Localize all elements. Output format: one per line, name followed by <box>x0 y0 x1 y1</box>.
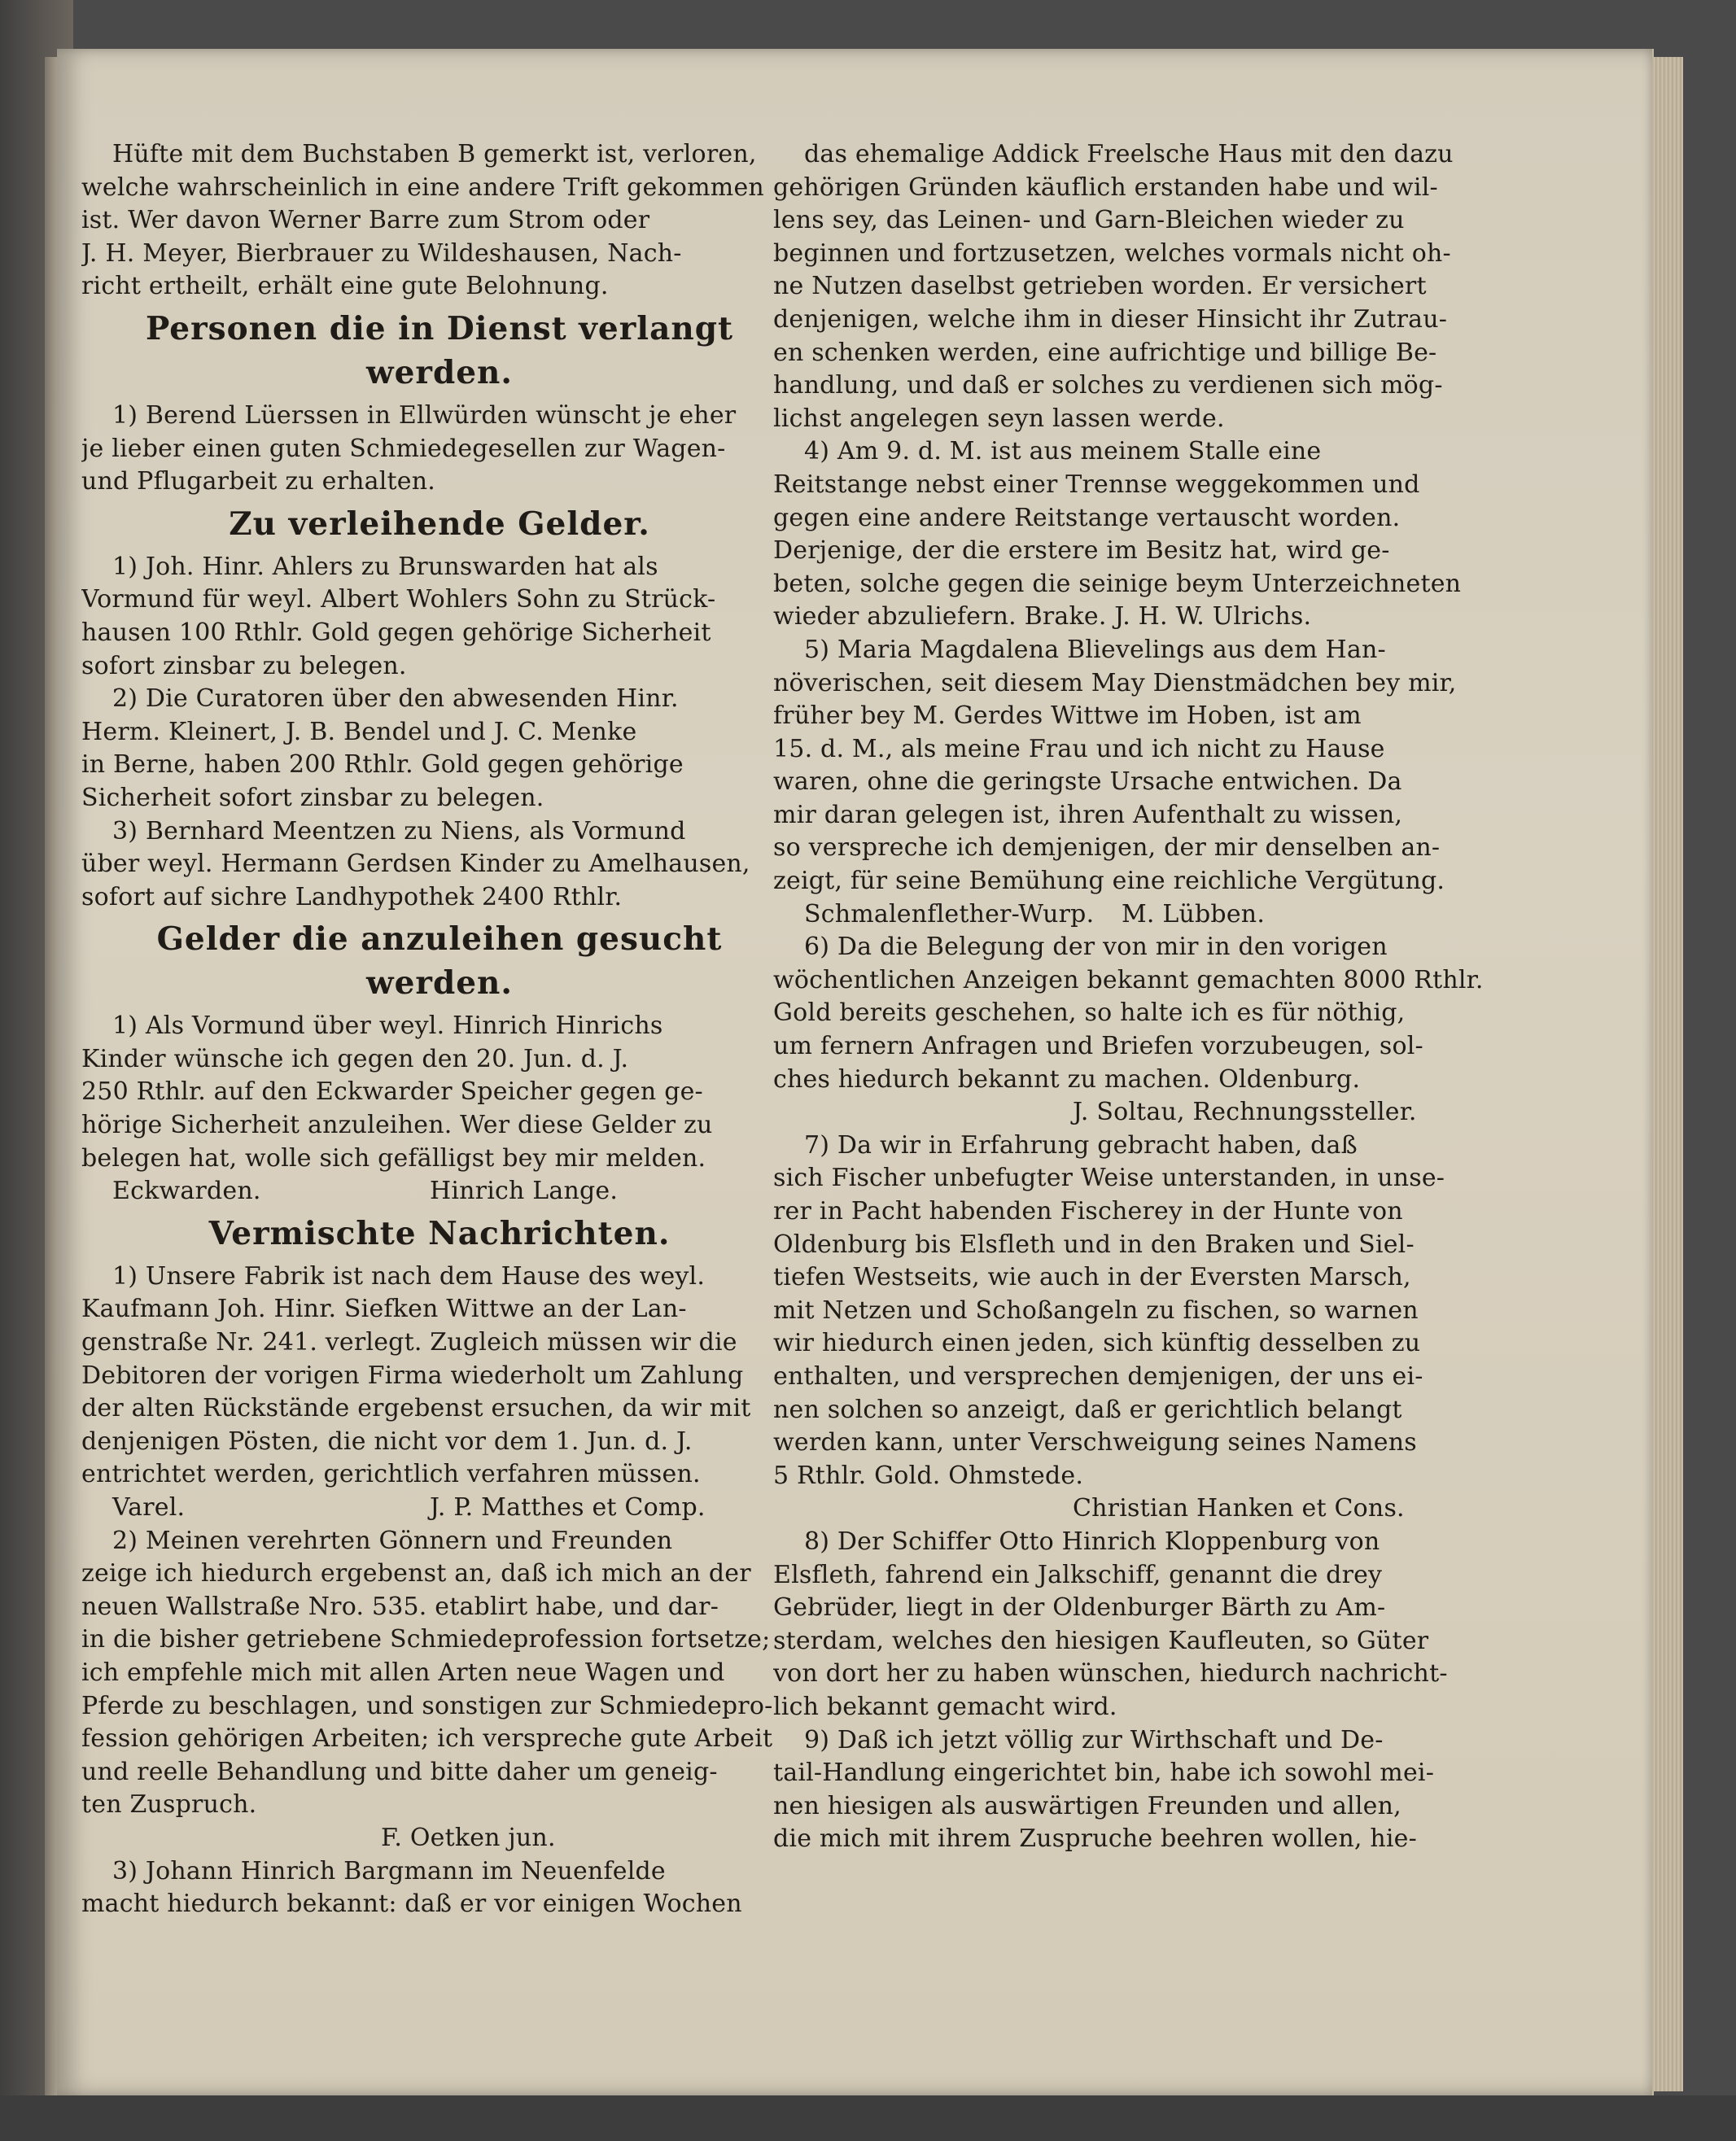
text-line: fession gehörigen Arbeiten; ich verspreche gute Arbeit <box>81 1724 773 1754</box>
text-line: gehörigen Gründen käuflich erstanden habe und wil- <box>773 173 1438 202</box>
text-line: ne Nutzen daselbst getrieben worden. Er versichert <box>773 272 1427 301</box>
text-line: und Pflugarbeit zu erhalten. <box>81 467 435 496</box>
text-line: welche wahrscheinlich in eine andere Trift gekommen <box>81 173 764 202</box>
notice-paragraph <box>81 1855 798 1921</box>
text-line: genstraße Nr. 241. verlegt. Zugleich müssen wir die <box>81 1328 737 1357</box>
text-line: und reelle Behandlung und bitte daher um geneig- <box>81 1757 718 1786</box>
right-column <box>773 138 1489 2059</box>
text-line: ich empfehle mich mit allen Arten neue Wagen und <box>81 1658 725 1687</box>
text-line: Debitoren der vorigen Firma wiederholt um Zahlung <box>81 1361 744 1390</box>
notice-paragraph <box>81 815 798 915</box>
text-line: tail-Handlung eingerichtet bin, habe ich sowohl mei- <box>773 1759 1435 1788</box>
notice-paragraph <box>81 400 798 499</box>
text-line: Reitstange nebst einer Trennse weggekommen und <box>773 470 1420 499</box>
notice-paragraph <box>81 683 798 815</box>
signature-name: J. Soltau, Rechnungssteller. <box>1073 1098 1417 1127</box>
text-line: handlung, und daß er solches zu verdienen sich mög- <box>773 371 1443 400</box>
text-line: enthalten, und versprechen demjenigen, der uns ei- <box>773 1361 1423 1391</box>
text-line: Sicherheit sofort zinsbar zu belegen. <box>81 783 544 812</box>
text-line: Gebrüder, liegt in der Oldenburger Bärth zu Am- <box>773 1593 1386 1623</box>
text-line: zeigt, für seine Bemühung eine reichliche Vergütung. <box>773 867 1445 896</box>
text-line: neuen Wallstraße Nro. 535. etablirt habe, und dar- <box>81 1592 719 1621</box>
text-line: 5) Maria Magdalena Blievelings aus dem Han- <box>804 635 1386 664</box>
page-edge <box>1652 57 1683 2091</box>
text-line: 15. d. M., als meine Frau und ich nicht zu Hause <box>773 734 1385 763</box>
notice-paragraph <box>773 1724 1489 1856</box>
text-line: Pferde zu beschlagen, und sonstigen zur Schmiedepro- <box>81 1691 773 1720</box>
signature-name: Hinrich Lange. <box>430 1177 619 1206</box>
text-line: zeige ich hiedurch ergebenst an, daß ich mich an der <box>81 1559 751 1588</box>
text-line: hausen 100 Rthlr. Gold gegen gehörige Sicherheit <box>81 618 711 647</box>
text-line: wir hiedurch einen jeden, sich künftig desselben zu <box>773 1329 1421 1358</box>
text-line: rer in Pacht habenden Fischerey in der Hunte von <box>773 1197 1403 1226</box>
section-heading: Personen die in Dienst verlangt werden. <box>145 309 734 391</box>
text-line: Kaufmann Joh. Hinr. Siefken Wittwe an der Lan- <box>81 1295 687 1324</box>
text-line: ist. Wer davon Werner Barre zum Strom oder <box>81 206 650 235</box>
text-line: gegen eine andere Reitstange vertauscht worden. <box>773 503 1401 532</box>
text-line: 6) Da die Belegung der von mir in den vorigen <box>804 933 1388 962</box>
text-line: növerischen, seit diesem May Dienstmädchen bey mir, <box>773 668 1457 697</box>
text-line: sofort zinsbar zu belegen. <box>81 651 407 680</box>
text-line: sich Fischer unbefugter Weise unterstanden, in unse- <box>773 1164 1445 1193</box>
text-line: werden kann, unter Verschweigung seines Namens <box>773 1428 1417 1457</box>
text-line: 250 Rthlr. auf den Eckwarder Speicher gegen ge- <box>81 1077 703 1107</box>
signature-name: M. Lübben. <box>1122 899 1266 928</box>
text-line: entrichtet werden, gerichtlich verfahren müssen. <box>81 1460 701 1489</box>
text-line: 9) Daß ich jetzt völlig zur Wirthschaft und De- <box>804 1725 1384 1754</box>
text-line: der alten Rückstände ergebenst ersuchen, da wir mit <box>81 1394 751 1423</box>
text-line: über weyl. Hermann Gerdsen Kinder zu Amelhausen, <box>81 850 750 879</box>
text-line: in die bisher getriebene Schmiedeprofession fortsetze; <box>81 1625 771 1654</box>
text-line: belegen hat, wolle sich gefälligst bey mir melden. <box>81 1143 706 1173</box>
text-line: nen hiesigen als auswärtigen Freunden und allen, <box>773 1791 1401 1820</box>
signature-line <box>81 1175 798 1208</box>
notice-paragraph <box>81 138 798 304</box>
text-line: die mich mit ihrem Zuspruche beehren wollen, hie- <box>773 1824 1417 1854</box>
text-line: 4) Am 9. d. M. ist aus meinem Stalle eine <box>804 437 1322 466</box>
text-line: 3) Bernhard Meentzen zu Niens, als Vormund <box>112 816 686 845</box>
text-line: 3) Johann Hinrich Bargmann im Neuenfelde <box>112 1856 666 1885</box>
text-line: tiefen Westseits, wie auch in der Eversten Marsch, <box>773 1263 1411 1292</box>
text-line: beten, solche gegen die seinige beym Unterzeichneten <box>773 569 1462 598</box>
text-line: sofort auf sichre Landhypothek 2400 Rthlr. <box>81 882 623 911</box>
signature-line <box>81 1822 798 1855</box>
text-line: Kinder wünsche ich gegen den 20. Jun. d. J. <box>81 1044 629 1073</box>
text-line: Elsfleth, fahrend ein Jalkschiff, genannt die drey <box>773 1560 1383 1589</box>
text-line: Herm. Kleinert, J. B. Bendel und J. C. Menke <box>81 717 637 746</box>
text-line: wieder abzuliefern. Brake. J. H. W. Ulrichs. <box>773 602 1312 631</box>
text-line: richt ertheilt, erhält eine gute Belohnung. <box>81 272 609 301</box>
text-line: früher bey M. Gerdes Wittwe im Hoben, ist am <box>773 701 1362 731</box>
text-line: Gold bereits geschehen, so halte ich es für nöthig, <box>773 998 1406 1028</box>
text-line: 2) Die Curatoren über den abwesenden Hinr. <box>112 684 679 714</box>
notice-paragraph <box>81 1525 798 1822</box>
signature-place: Varel. <box>112 1493 186 1522</box>
notice-paragraph <box>773 1526 1489 1724</box>
signature-name: J. P. Matthes et Comp. <box>430 1493 706 1522</box>
left-column <box>81 138 798 2059</box>
text-line: 8) Der Schiffer Otto Hinrich Kloppenburg von <box>804 1527 1380 1556</box>
signature-line <box>773 1492 1489 1526</box>
signature-place: Schmalenflether-Wurp. <box>804 899 1095 928</box>
signature-place: Eckwarden. <box>112 1177 261 1206</box>
signature-line <box>81 1492 798 1525</box>
notice-paragraph <box>773 931 1489 1096</box>
signature-line <box>773 898 1489 932</box>
text-line: um fernern Anfragen und Briefen vorzubeugen, sol- <box>773 1032 1423 1061</box>
background-bottom <box>0 2095 1736 2141</box>
section-heading: Vermischte Nachrichten. <box>208 1214 671 1252</box>
notice-paragraph <box>773 1129 1489 1493</box>
notice-paragraph <box>773 138 1489 435</box>
text-line: wöchentlichen Anzeigen bekannt gemachten 8000 Rthlr. <box>773 965 1484 994</box>
section-heading: Zu verleihende Gelder. <box>229 505 650 543</box>
text-line: 1) Berend Lüerssen in Ellwürden wünscht je eher <box>112 400 737 430</box>
text-line: Hüfte mit dem Buchstaben B gemerkt ist, verloren, <box>112 140 757 168</box>
text-line: Oldenburg bis Elsfleth und in den Braken und Siel- <box>773 1230 1415 1259</box>
text-line: lichst angelegen seyn lassen werde. <box>773 404 1225 433</box>
notice-paragraph <box>81 1261 798 1492</box>
text-line: 2) Meinen verehrten Gönnern und Freunden <box>112 1526 673 1555</box>
text-line: Vormund für weyl. Albert Wohlers Sohn zu Strück- <box>81 585 716 614</box>
notice-paragraph <box>81 551 798 683</box>
text-line: denjenigen Pösten, die nicht vor dem 1. Jun. d. J. <box>81 1427 693 1456</box>
text-line: so verspreche ich demjenigen, der mir denselben an- <box>773 833 1441 863</box>
text-line: von dort her zu haben wünschen, hiedurch nachricht- <box>773 1659 1448 1689</box>
notice-paragraph <box>81 1010 798 1175</box>
text-line: lich bekannt gemacht wird. <box>773 1692 1117 1721</box>
text-line: Derjenige, der die erstere im Besitz hat, wird ge- <box>773 536 1390 566</box>
signature-name: F. Oetken jun. <box>381 1823 556 1852</box>
text-line: 1) Als Vormund über weyl. Hinrich Hinrichs <box>112 1012 663 1041</box>
signature-name: Christian Hanken et Cons. <box>1073 1494 1405 1523</box>
text-line: J. H. Meyer, Bierbrauer zu Wildeshausen, Nach- <box>81 238 682 268</box>
text-line: beginnen und fortzusetzen, welches vormals nicht oh- <box>773 238 1451 268</box>
text-line: ches hiedurch bekannt zu machen. Oldenburg. <box>773 1064 1361 1094</box>
text-line: en schenken werden, eine aufrichtige und billige Be- <box>773 338 1437 367</box>
signature-line <box>773 1096 1489 1129</box>
text-line: 1) Joh. Hinr. Ahlers zu Brunswarden hat als <box>112 552 658 581</box>
text-line: hörige Sicherheit anzuleihen. Wer diese Gelder zu <box>81 1111 713 1140</box>
text-line: mit Netzen und Schoßangeln zu fischen, so warnen <box>773 1296 1419 1325</box>
text-line: waren, ohne die geringste Ursache entwichen. Da <box>773 767 1402 797</box>
text-line: lens sey, das Leinen- und Garn-Bleichen wieder zu <box>773 206 1405 235</box>
text-line: das ehemalige Addick Freelsche Haus mit den dazu <box>804 140 1454 168</box>
text-line: in Berne, haben 200 Rthlr. Gold gegen gehörige <box>81 750 684 780</box>
notice-paragraph <box>773 435 1489 634</box>
section-heading: Gelder die anzuleihen gesucht werden. <box>156 920 723 1003</box>
text-line: 1) Unsere Fabrik ist nach dem Hause des weyl. <box>112 1261 706 1291</box>
text-line: 5 Rthlr. Gold. Ohmstede. <box>773 1461 1084 1490</box>
text-line: denjenigen, welche ihm in dieser Hinsicht ihr Zutrau- <box>773 304 1448 334</box>
text-line: 7) Da wir in Erfahrung gebracht haben, daß <box>804 1130 1358 1160</box>
text-line: mir daran gelegen ist, ihren Aufenthalt zu wissen, <box>773 800 1403 829</box>
text-line: nen solchen so anzeigt, daß er gerichtlich belangt <box>773 1395 1402 1424</box>
text-line: macht hiedurch bekannt: daß er vor einigen Wochen <box>81 1890 742 1919</box>
text-line: sterdam, welches den hiesigen Kaufleuten, so Güter <box>773 1626 1429 1655</box>
text-line: ten Zuspruch. <box>81 1790 257 1820</box>
notice-paragraph <box>773 634 1489 898</box>
text-line: je lieber einen guten Schmiedegesellen zur Wagen- <box>81 434 726 463</box>
